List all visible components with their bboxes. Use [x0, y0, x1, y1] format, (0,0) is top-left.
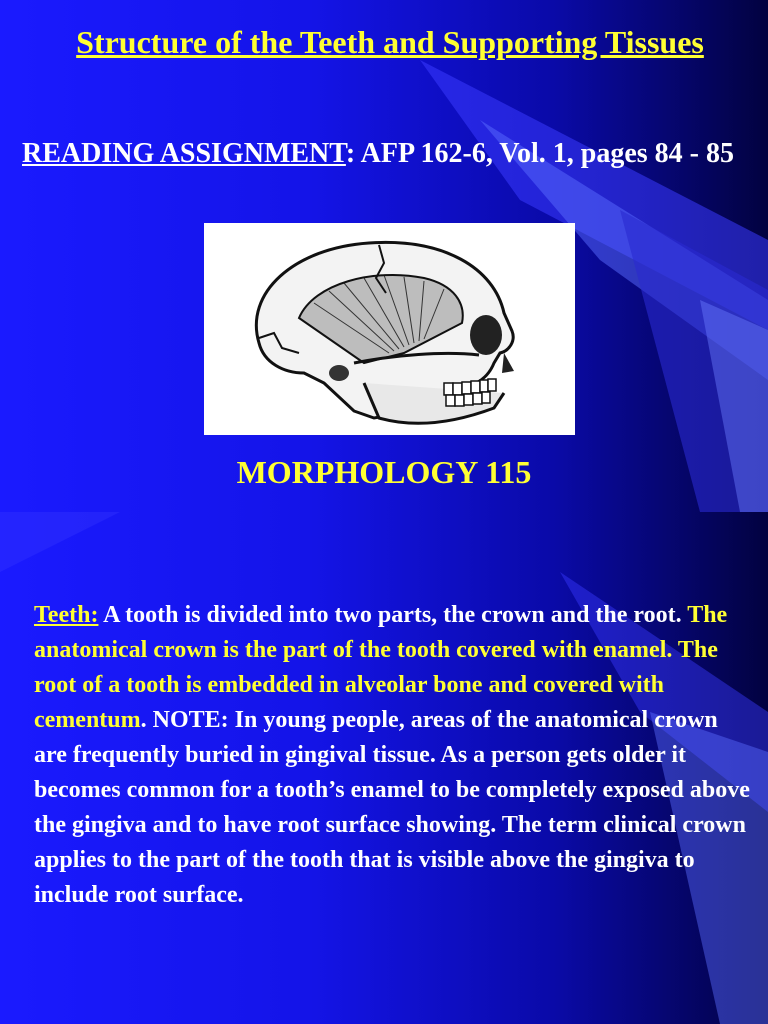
- reading-assignment-label: READING ASSIGNMENT: [22, 138, 346, 169]
- reading-assignment: [22, 134, 742, 173]
- skull-icon: [204, 223, 575, 435]
- teeth-rest: . NOTE: In young people, areas of the anatomical crown are frequently buried in gingival tissue. As a person gets older it becomes common for a tooth’s enamel to be completely exposed above the gingiva and to have root surface showing. The term clinical crown applies to the part of the tooth that is visible above the gingiva to include root surface.: [34, 707, 750, 908]
- reading-assignment-text: : AFP 162-6, Vol. 1, pages 84 - 85: [345, 138, 735, 169]
- teeth-label: Teeth:: [34, 602, 99, 628]
- course-subtitle: MORPHOLOGY 115: [236, 454, 532, 490]
- slide-2: [0, 512, 768, 1024]
- slide-title: Structure of the Teeth and Supporting Tissues: [76, 24, 704, 60]
- teeth-paragraph: [34, 598, 754, 913]
- teeth-intro: A tooth is divided into two parts, the crown and the root.: [98, 602, 688, 628]
- skull-illustration: [204, 223, 575, 435]
- teeth-highlight: The anatomical crown is the part of the tooth covered with enamel. The root of a tooth is embedded in alveolar bone and covered with cementum: [34, 602, 728, 733]
